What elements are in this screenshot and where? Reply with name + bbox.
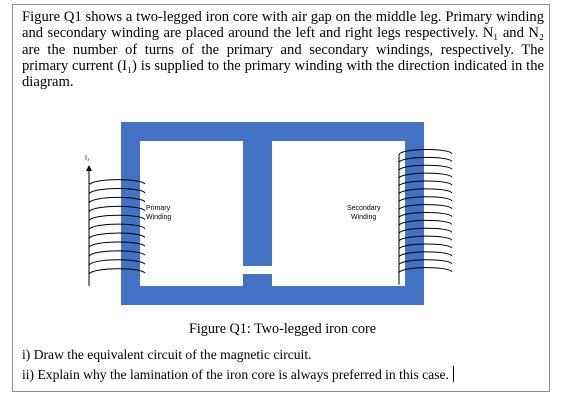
primary-label-line2: Winding <box>146 214 172 221</box>
figure-caption: Figure Q1: Two-legged iron core <box>188 321 377 337</box>
secondary-label-line1: Secondary <box>347 205 381 212</box>
core-bottom-yoke <box>121 286 424 305</box>
current-arrow-head <box>86 165 92 171</box>
air-gap <box>243 266 272 274</box>
core-left-leg <box>121 122 140 305</box>
question-i: i) Draw the equivalent circuit of the magnetic circuit. <box>22 347 312 362</box>
primary-label-line1: Primary <box>146 205 171 212</box>
secondary-label-line2: Winding <box>351 214 377 221</box>
core-top-yoke <box>121 122 424 141</box>
current-label: I₁ <box>85 155 90 162</box>
core-middle-leg-upper <box>243 122 272 266</box>
question-paragraph: Figure Q1 shows a two-legged iron core with air gap on the middle leg. Primary winding and secondary winding are placed around the left and right legs respectively. N₁ and N₂ are the number of turns of the primary and secondary windings, respectively. The primary current (I₁) is supplied to the primary winding with the direction indicated in the diagram. <box>22 9 544 91</box>
text-cursor <box>453 366 455 382</box>
core-middle-leg-lower <box>243 274 272 305</box>
question-ii: ii) Explain why the lamination of the iron core is always preferred in this case. <box>22 366 454 383</box>
